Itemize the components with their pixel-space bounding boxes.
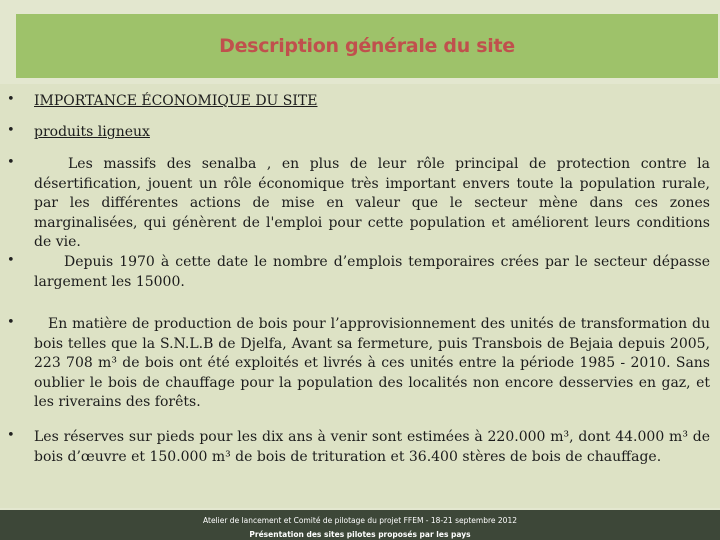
bullet-icon: • (7, 428, 15, 443)
footer-subtitle-line: Présentation des sites pilotes proposés par les pays (249, 530, 471, 539)
title-banner (16, 14, 718, 78)
paragraph-text: Les réserves sur pieds pour les dix ans à venir sont estimées à 220.000 m³, dont 44.000 m³ de bois d’œuvre et 150.000 m³ de bois de trituration et 36.400 stères de bois de chauffage. (34, 429, 710, 465)
footer-event-line: Atelier de lancement et Comité de pilotage du projet FFEM - 18-21 septembre 2012 (203, 516, 517, 525)
bullet-icon: • (7, 123, 15, 138)
bullet-icon: • (7, 155, 15, 170)
slide-title: Description générale du site (219, 35, 515, 57)
paragraph-text: En matière de production de bois pour l’approvisionnement des unités de transformation du bois telles que la S.N.L.B de Djelfa, Avant sa fermeture, puis Transbois de Bejaia depuis 2005, 223 708 m³ de bois ont été exploités et livrés à ces unités entre la période 1985 - 2010. Sans oublier le bois de chauffage pour la population des localités non encore desservies en gaz, et les riverains des forêts. (34, 316, 710, 410)
bullet-icon: • (7, 253, 15, 268)
bullet-icon: • (7, 92, 15, 107)
subsection-heading: produits ligneux (34, 124, 150, 140)
section-heading: IMPORTANCE ÉCONOMIQUE DU SITE (34, 93, 318, 109)
paragraph-text: Depuis 1970 à cette date le nombre d’emplois temporaires crées par le secteur dépasse largement les 15000. (34, 254, 710, 290)
slide-content (0, 84, 720, 508)
paragraph-text: Les massifs des senalba , en plus de leur rôle principal de protection contre la désertification, jouent un rôle économique très important envers toute la population rurale, par les différentes actions de mise en valeur que le secteur mène dans ces zones marginalisées, qui génèrent de l'emploi pour cette population et améliorent leurs conditions de vie. (34, 156, 710, 250)
bullet-icon: • (7, 315, 15, 330)
footer-bar (0, 510, 720, 540)
